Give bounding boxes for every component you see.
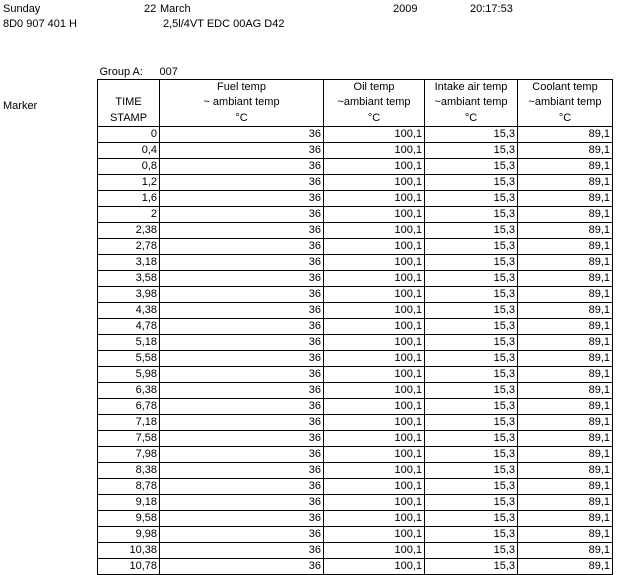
cell-oil-temp: 100,1 <box>324 158 425 174</box>
cell-time-stamp: 0,8 <box>98 158 160 174</box>
marker-label: Marker <box>3 100 38 112</box>
cell-coolant-temp: 89,1 <box>518 430 613 446</box>
group-row <box>98 65 613 80</box>
cell-time-stamp: 3,98 <box>98 286 160 302</box>
cell-coolant-temp: 89,1 <box>518 318 613 334</box>
cell-oil-temp: 100,1 <box>324 430 425 446</box>
column-header-row <box>98 80 613 127</box>
cell-coolant-temp: 89,1 <box>518 462 613 478</box>
month: March <box>160 3 191 15</box>
column-header-time-stamp <box>98 80 160 127</box>
cell-fuel-temp: 36 <box>160 542 324 558</box>
table-row <box>98 334 613 350</box>
cell-fuel-temp: 36 <box>160 382 324 398</box>
cell-oil-temp: 100,1 <box>324 446 425 462</box>
cell-coolant-temp: 89,1 <box>518 126 613 142</box>
cell-coolant-temp: 89,1 <box>518 190 613 206</box>
cell-oil-temp: 100,1 <box>324 478 425 494</box>
cell-time-stamp: 2 <box>98 206 160 222</box>
cell-time-stamp: 5,18 <box>98 334 160 350</box>
cell-coolant-temp: 89,1 <box>518 414 613 430</box>
cell-intake-air-temp: 15,3 <box>425 286 518 302</box>
table-row <box>98 142 613 158</box>
year: 2009 <box>393 3 418 15</box>
cell-time-stamp: 7,18 <box>98 414 160 430</box>
table-row <box>98 414 613 430</box>
cell-fuel-temp: 36 <box>160 510 324 526</box>
cell-oil-temp: 100,1 <box>324 302 425 318</box>
cell-fuel-temp: 36 <box>160 142 324 158</box>
cell-coolant-temp: 89,1 <box>518 302 613 318</box>
cell-oil-temp: 100,1 <box>324 142 425 158</box>
cell-time-stamp: 10,38 <box>98 542 160 558</box>
cell-time-stamp: 5,58 <box>98 350 160 366</box>
header-line: °C <box>558 111 572 124</box>
group-label: Group A: <box>99 66 143 78</box>
cell-intake-air-temp: 15,3 <box>425 494 518 510</box>
cell-time-stamp: 10,78 <box>98 558 160 574</box>
cell-time-stamp: 4,78 <box>98 318 160 334</box>
cell-oil-temp: 100,1 <box>324 318 425 334</box>
cell-oil-temp: 100,1 <box>324 238 425 254</box>
cell-time-stamp: 3,18 <box>98 254 160 270</box>
cell-time-stamp: 5,98 <box>98 366 160 382</box>
part-number: 8D0 907 401 H <box>3 18 77 30</box>
cell-oil-temp: 100,1 <box>324 366 425 382</box>
cell-fuel-temp: 36 <box>160 526 324 542</box>
engine-code: 2,5l/4VT EDC 00AG D42 <box>163 18 285 30</box>
header-line: TIME <box>115 96 142 109</box>
table-row <box>98 558 613 574</box>
cell-fuel-temp: 36 <box>160 286 324 302</box>
table-row <box>98 222 613 238</box>
cell-time-stamp: 3,58 <box>98 270 160 286</box>
column-header-coolant-temp <box>518 80 613 127</box>
column-header-fuel-temp <box>160 80 324 127</box>
cell-fuel-temp: 36 <box>160 174 324 190</box>
header-line: ~ambiant temp <box>434 96 508 109</box>
header-line: ~ambiant temp <box>337 96 411 109</box>
cell-oil-temp: 100,1 <box>324 462 425 478</box>
cell-time-stamp: 7,98 <box>98 446 160 462</box>
header-line: Oil temp <box>353 81 395 93</box>
cell-fuel-temp: 36 <box>160 398 324 414</box>
table-row <box>98 238 613 254</box>
cell-oil-temp: 100,1 <box>324 398 425 414</box>
cell-coolant-temp: 89,1 <box>518 174 613 190</box>
cell-intake-air-temp: 15,3 <box>425 430 518 446</box>
table-row <box>98 366 613 382</box>
cell-coolant-temp: 89,1 <box>518 334 613 350</box>
cell-coolant-temp: 89,1 <box>518 558 613 574</box>
cell-fuel-temp: 36 <box>160 190 324 206</box>
cell-intake-air-temp: 15,3 <box>425 222 518 238</box>
cell-time-stamp: 9,98 <box>98 526 160 542</box>
cell-intake-air-temp: 15,3 <box>425 398 518 414</box>
cell-coolant-temp: 89,1 <box>518 382 613 398</box>
cell-coolant-temp: 89,1 <box>518 254 613 270</box>
cell-intake-air-temp: 15,3 <box>425 254 518 270</box>
header-line: ~ambiant temp <box>528 96 602 109</box>
cell-oil-temp: 100,1 <box>324 222 425 238</box>
cell-intake-air-temp: 15,3 <box>425 478 518 494</box>
cell-intake-air-temp: 15,3 <box>425 414 518 430</box>
cell-time-stamp: 1,2 <box>98 174 160 190</box>
cell-coolant-temp: 89,1 <box>518 366 613 382</box>
cell-coolant-temp: 89,1 <box>518 494 613 510</box>
cell-fuel-temp: 36 <box>160 126 324 142</box>
table-row <box>98 158 613 174</box>
cell-intake-air-temp: 15,3 <box>425 158 518 174</box>
cell-coolant-temp: 89,1 <box>518 270 613 286</box>
cell-fuel-temp: 36 <box>160 302 324 318</box>
table-row <box>98 174 613 190</box>
cell-time-stamp: 0 <box>98 126 160 142</box>
cell-time-stamp: 6,78 <box>98 398 160 414</box>
cell-fuel-temp: 36 <box>160 366 324 382</box>
table-row <box>98 542 613 558</box>
cell-intake-air-temp: 15,3 <box>425 334 518 350</box>
cell-fuel-temp: 36 <box>160 334 324 350</box>
cell-oil-temp: 100,1 <box>324 190 425 206</box>
header-line: °C <box>235 111 248 124</box>
table-row <box>98 302 613 318</box>
cell-time-stamp: 2,78 <box>98 238 160 254</box>
cell-oil-temp: 100,1 <box>324 526 425 542</box>
cell-intake-air-temp: 15,3 <box>425 302 518 318</box>
column-header-intake-air-temp <box>425 80 518 127</box>
cell-oil-temp: 100,1 <box>324 270 425 286</box>
cell-fuel-temp: 36 <box>160 478 324 494</box>
cell-coolant-temp: 89,1 <box>518 286 613 302</box>
cell-intake-air-temp: 15,3 <box>425 542 518 558</box>
cell-fuel-temp: 36 <box>160 430 324 446</box>
cell-intake-air-temp: 15,3 <box>425 382 518 398</box>
cell-time-stamp: 2,38 <box>98 222 160 238</box>
day: 22 <box>144 3 157 15</box>
cell-oil-temp: 100,1 <box>324 206 425 222</box>
cell-fuel-temp: 36 <box>160 414 324 430</box>
cell-oil-temp: 100,1 <box>324 542 425 558</box>
cell-fuel-temp: 36 <box>160 350 324 366</box>
table-row <box>98 526 613 542</box>
cell-intake-air-temp: 15,3 <box>425 174 518 190</box>
measurement-table <box>97 65 613 575</box>
cell-fuel-temp: 36 <box>160 462 324 478</box>
table-row <box>98 254 613 270</box>
header-line: STAMP <box>109 111 148 124</box>
cell-coolant-temp: 89,1 <box>518 238 613 254</box>
cell-time-stamp: 4,38 <box>98 302 160 318</box>
table-row <box>98 510 613 526</box>
table-row <box>98 190 613 206</box>
table-row <box>98 286 613 302</box>
header-line: °C <box>367 111 381 124</box>
cell-oil-temp: 100,1 <box>324 510 425 526</box>
table-row <box>98 270 613 286</box>
cell-coolant-temp: 89,1 <box>518 542 613 558</box>
cell-fuel-temp: 36 <box>160 254 324 270</box>
cell-intake-air-temp: 15,3 <box>425 238 518 254</box>
cell-oil-temp: 100,1 <box>324 286 425 302</box>
cell-oil-temp: 100,1 <box>324 126 425 142</box>
cell-intake-air-temp: 15,3 <box>425 510 518 526</box>
cell-oil-temp: 100,1 <box>324 382 425 398</box>
cell-fuel-temp: 36 <box>160 222 324 238</box>
header-line: °C <box>464 111 478 124</box>
cell-coolant-temp: 89,1 <box>518 206 613 222</box>
table-row <box>98 446 613 462</box>
cell-coolant-temp: 89,1 <box>518 478 613 494</box>
cell-coolant-temp: 89,1 <box>518 510 613 526</box>
cell-oil-temp: 100,1 <box>324 494 425 510</box>
table-row <box>98 494 613 510</box>
cell-intake-air-temp: 15,3 <box>425 558 518 574</box>
table-row <box>98 462 613 478</box>
cell-intake-air-temp: 15,3 <box>425 526 518 542</box>
cell-fuel-temp: 36 <box>160 494 324 510</box>
cell-fuel-temp: 36 <box>160 558 324 574</box>
cell-coolant-temp: 89,1 <box>518 526 613 542</box>
cell-intake-air-temp: 15,3 <box>425 142 518 158</box>
cell-fuel-temp: 36 <box>160 446 324 462</box>
cell-time-stamp: 9,18 <box>98 494 160 510</box>
table-row <box>98 206 613 222</box>
cell-coolant-temp: 89,1 <box>518 398 613 414</box>
table-row <box>98 350 613 366</box>
column-header-oil-temp <box>324 80 425 127</box>
cell-coolant-temp: 89,1 <box>518 446 613 462</box>
group-value: 007 <box>159 66 178 78</box>
header-line: Intake air temp <box>434 81 508 93</box>
cell-fuel-temp: 36 <box>160 238 324 254</box>
cell-fuel-temp: 36 <box>160 318 324 334</box>
cell-intake-air-temp: 15,3 <box>425 350 518 366</box>
cell-oil-temp: 100,1 <box>324 414 425 430</box>
cell-oil-temp: 100,1 <box>324 174 425 190</box>
cell-oil-temp: 100,1 <box>324 558 425 574</box>
table-row <box>98 430 613 446</box>
table-row <box>98 398 613 414</box>
cell-time-stamp: 8,78 <box>98 478 160 494</box>
cell-intake-air-temp: 15,3 <box>425 462 518 478</box>
cell-oil-temp: 100,1 <box>324 350 425 366</box>
cell-fuel-temp: 36 <box>160 206 324 222</box>
cell-time-stamp: 1,6 <box>98 190 160 206</box>
table-row <box>98 382 613 398</box>
cell-oil-temp: 100,1 <box>324 334 425 350</box>
header-line <box>100 80 157 95</box>
header-line: ~ ambiant temp <box>203 96 280 109</box>
cell-fuel-temp: 36 <box>160 270 324 286</box>
cell-intake-air-temp: 15,3 <box>425 126 518 142</box>
cell-coolant-temp: 89,1 <box>518 158 613 174</box>
table-row <box>98 318 613 334</box>
cell-fuel-temp: 36 <box>160 158 324 174</box>
header-line: Coolant temp <box>532 81 598 93</box>
cell-intake-air-temp: 15,3 <box>425 206 518 222</box>
cell-coolant-temp: 89,1 <box>518 222 613 238</box>
cell-intake-air-temp: 15,3 <box>425 366 518 382</box>
table-row <box>98 478 613 494</box>
cell-intake-air-temp: 15,3 <box>425 318 518 334</box>
table-row <box>98 126 613 142</box>
cell-time-stamp: 6,38 <box>98 382 160 398</box>
weekday: Sunday <box>3 3 41 15</box>
cell-time-stamp: 9,58 <box>98 510 160 526</box>
cell-time-stamp: 8,38 <box>98 462 160 478</box>
cell-intake-air-temp: 15,3 <box>425 446 518 462</box>
cell-coolant-temp: 89,1 <box>518 142 613 158</box>
cell-oil-temp: 100,1 <box>324 254 425 270</box>
cell-time-stamp: 7,58 <box>98 430 160 446</box>
cell-coolant-temp: 89,1 <box>518 350 613 366</box>
time: 20:17:53 <box>470 3 513 15</box>
header-line: Fuel temp <box>217 81 266 93</box>
cell-intake-air-temp: 15,3 <box>425 270 518 286</box>
cell-intake-air-temp: 15,3 <box>425 190 518 206</box>
cell-time-stamp: 0,4 <box>98 142 160 158</box>
